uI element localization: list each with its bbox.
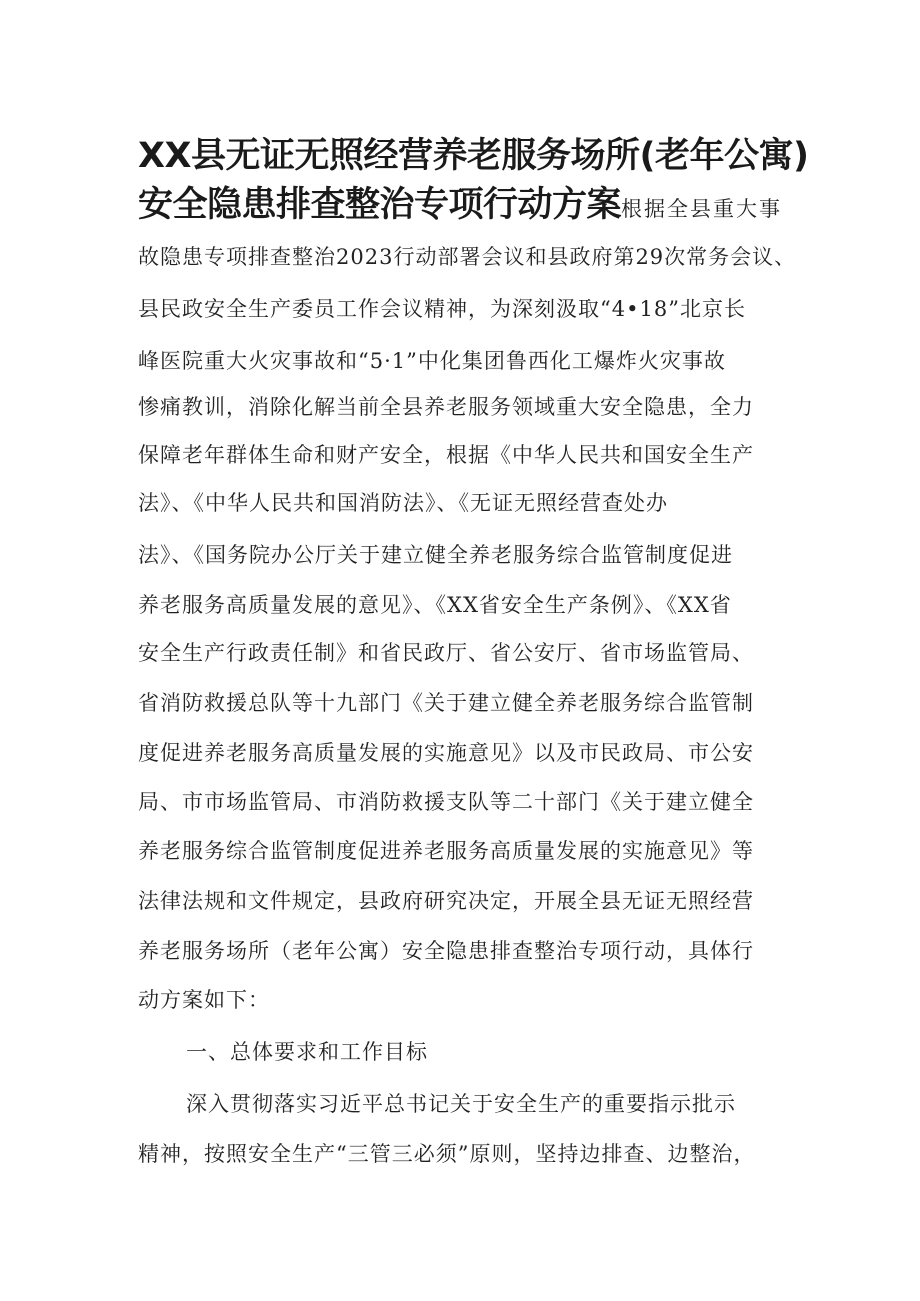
paragraph-line: 养老服务高质量发展的意见》、《XX省安全生产条例》、《XX省 [138,593,732,617]
section-heading: 一、总体要求和工作目标 [186,1040,428,1064]
paragraph-line: 法》、《国务院办公厅关于建立健全养老服务综合监管制度促进 [138,543,733,567]
paragraph-line: 度促进养老服务高质量发展的实施意见》以及市民政局、市公安 [138,741,754,765]
paragraph-line: 法律法规和文件规定，县政府研究决定，开展全县无证无照经营 [138,889,754,913]
paragraph-line: 精神，按照安全生产“三管三必须”原则，坚持边排查、边整治， [138,1142,756,1166]
paragraph-line: 养老服务场所（老年公寓）安全隐患排查整治专项行动，具体行 [138,939,754,963]
paragraph-line: 省消防救援总队等十九部门《关于建立健全养老服务综合监管制 [138,691,754,715]
paragraph-start-text: 根据全县重大事 [621,197,783,221]
paragraph-line: 安全生产行政责任制》和省民政厅、省公安厅、省市场监管局、 [138,641,754,665]
paragraph-line: 保障老年群体生命和财产安全，根据《中华人民共和国安全生产 [138,443,754,467]
paragraph-line: 养老服务综合监管制度促进养老服务高质量发展的实施意见》等 [138,839,754,863]
paragraph-line: 故隐患专项排查整治2023行动部署会议和县政府第29次常务会议、 [138,245,797,269]
paragraph-line: 惨痛教训，消除化解当前全县养老服务领域重大安全隐患，全力 [138,395,754,419]
paragraph-line: 法》、《中华人民共和国消防法》、《无证无照经营查处办 [138,491,668,515]
paragraph-line: 深入贯彻落实习近平总书记关于安全生产的重要指示批示 [186,1092,736,1116]
title-text-1: XX县无证无照经营养老服务场所(老年公寓) [138,136,809,176]
paragraph-line: 峰医院重大火灾事故和“5·1”中化集团鲁西化工爆炸火灾事故 [138,349,726,373]
document-title-line-2 [138,183,782,231]
document-title-line-1 [138,134,808,178]
paragraph-line: 县民政安全生产委员工作会议精神，为深刻汲取“4•18”北京长 [138,297,746,321]
paragraph-line: 局、市市场监管局、市消防救援支队等二十部门《关于建立健全 [138,790,754,814]
title-text-2: 安全隐患排查整治专项行动方案 [138,185,622,225]
paragraph-line: 动方案如下： [138,988,270,1012]
